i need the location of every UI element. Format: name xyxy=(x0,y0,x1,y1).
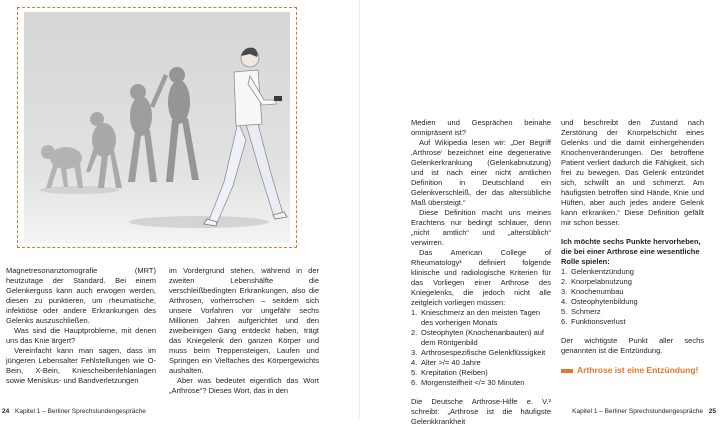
paragraph: Medien und Gesprächen beinahe omnipräsent ist? xyxy=(411,118,551,137)
list-item: 3. Knochenumbau xyxy=(561,287,624,296)
paragraph: Auf Wikipedia lesen wir: „Der Begriff ‚Arthrose‘ bezeichnet eine degenerative Gelenkerkrankung (Gelenkabnutzung) und ist nach einer nicht amtlichen Definition in Deutschland ein Gelenkverschleiß, der das altersübliche Maß übersteigt.“ xyxy=(411,138,551,207)
running-footer: Kapitel 1 – Berliner Sprechstundengespräche xyxy=(572,408,703,415)
criteria-list xyxy=(411,308,551,388)
paragraph: Vereinfacht kann man sagen, dass im jüngeren Lebensalter Fehlstellungen wie O-Bein, X-Bein, Kniescheibenfehlanlagen sowie Meniskus- und Bandverletzungen xyxy=(6,346,156,385)
list-item: 3. Arthrosespezifische Gelenkflüssigkeit xyxy=(411,348,546,357)
right-column-1 xyxy=(411,118,551,427)
page-number: 25 xyxy=(708,408,716,415)
paragraph: Magnetresonanztomografie (MRT) heutzutage der Standard. Bei einem Gelenkerguss kann auch erwogen werden, diesen zu punktieren, um rheumatische, infektiöse oder andere Erkrankungen des Gelenks auszuschließen. xyxy=(6,266,156,325)
left-page xyxy=(0,0,360,418)
left-column-2 xyxy=(169,266,319,396)
phone-in-hand xyxy=(274,96,282,101)
list-item: 4. Osteophytenbildung xyxy=(561,297,638,306)
paragraph: und beschreibt den Zustand nach Zerstörung der Knorpelschicht eines Gelenks und die damit einhergehenden Knochenveränderungen. Der betroffene Patient verliert dadurch die Fähigkeit, sich frei zu bewegen. Das Gelenk entzündet sich, schwillt an und schmerzt. Am häufigsten betroffen sind Hände, Knie und Hüften, aber auch jedes andere Gelenk kann erkranken.“ Diese Definition gefällt mir schon besser. xyxy=(561,118,704,227)
paragraph: Was sind die Hauptprobleme, mit denen uns das Knie ärgert? xyxy=(6,326,156,345)
paragraph: im Vordergrund stehen, während in der zweiten Lebenshälfte die verschleißbedingten Erkrankungen, also die Arthrosen, vorherrschen – seitdem sich unsere Vorfahren vor ungefähr sechs Millionen Jahren aufgerichtet und den zweibeinigen Gang entdeckt haben, trägt das Kniegelenk den ganzen Körper und muss beim Treppensteigen, Laufen und Springen ein Vielfaches des Körpergewichts aushalten. xyxy=(169,266,319,375)
paragraph: Diese Definition macht uns meines Erachtens nur bedingt schlauer, denn „nicht amtlich“ und „altersüblich“ verwirren. xyxy=(411,208,551,247)
right-column-2 xyxy=(561,118,704,376)
list-item: 6. Morgensteifheit </= 30 Minuten xyxy=(411,378,525,387)
paragraph: Das American College of Rheumatology¹ definiert folgende klinische und radiologische Kriterien für das Vorliegen einer Arthrose des Kniegelenks, die jedoch nicht alle zeitgleich vorliegen müssen: xyxy=(411,248,551,307)
evolution-illustration xyxy=(17,7,297,248)
paragraph: Der wichtigste Punkt aller sechs genannten ist die Entzündung. xyxy=(561,336,704,355)
list-item: 5. Krepitation (Reiben) xyxy=(411,368,488,377)
evolution-of-man-image xyxy=(24,12,290,243)
list-item: 1. Knieschmerz an den meisten Tagen des vorherigen Monats xyxy=(411,308,541,327)
callout-box xyxy=(561,365,704,376)
list-item: 4. Alter >/= 40 Jahre xyxy=(411,358,481,367)
left-column-1 xyxy=(6,266,156,386)
list-item: 6. Funktionsverlust xyxy=(561,317,626,326)
accent-bar xyxy=(561,369,573,373)
running-footer: Kapitel 1 – Berliner Sprechstundengespräche xyxy=(15,408,146,415)
bold-intro: Ich möchte sechs Punkte hervorheben, die bei einer Arthrose eine wesentliche Rolle spielen: xyxy=(561,237,701,266)
paragraph: Aber was bedeutet eigentlich das Wort „Arthrose“? Dieses Wort, das in den xyxy=(169,376,319,395)
paragraph: Die Deutsche Arthrose-Hilfe e. V.² schreibt: „Arthrose ist die häufigste Gelenkkrankheit xyxy=(411,397,551,426)
list-item: 1. Gelenkentzündung xyxy=(561,267,634,276)
footer-right xyxy=(572,408,716,416)
callout-text: Arthrose ist eine Entzündung! xyxy=(577,365,699,375)
footer-left xyxy=(2,408,146,416)
list-item: 5. Schmerz xyxy=(561,307,601,316)
points-list xyxy=(561,267,704,327)
page-number: 24 xyxy=(2,408,10,415)
list-item: 2. Osteophyten (Knochenanbauten) auf dem Röntgenbild xyxy=(411,328,545,347)
list-item: 2. Knorpelabnutzung xyxy=(561,277,632,286)
